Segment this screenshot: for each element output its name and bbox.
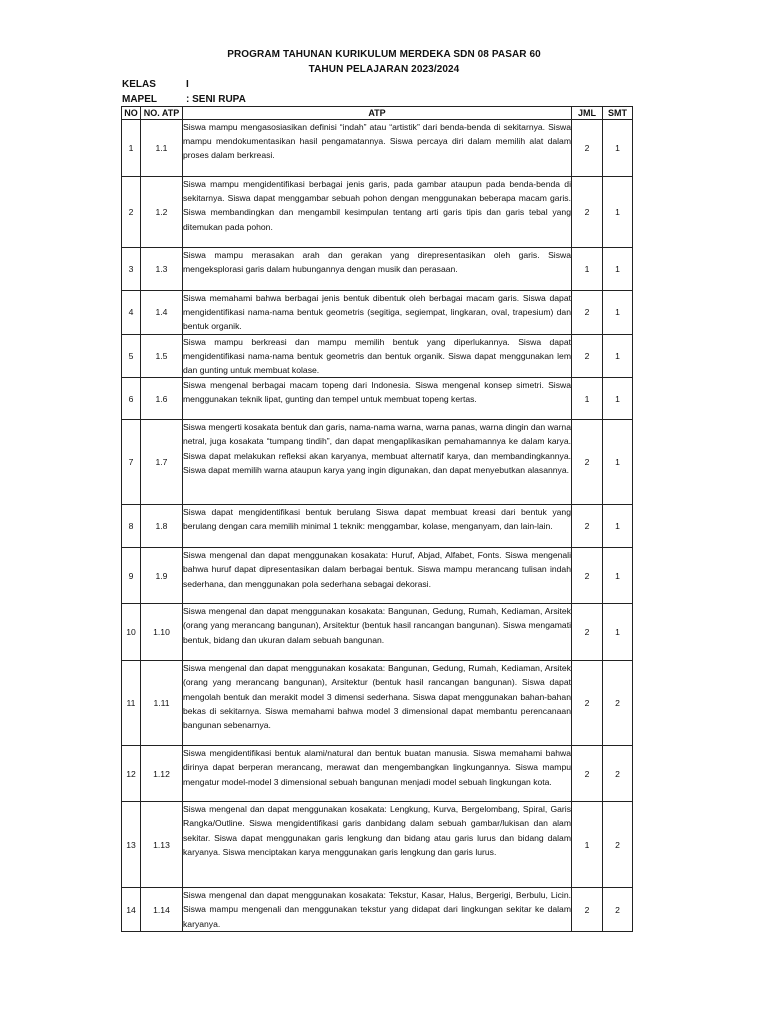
cell-smt: 2 bbox=[603, 802, 633, 888]
cell-jml: 2 bbox=[572, 291, 603, 335]
cell-atp-no: 1.4 bbox=[141, 291, 183, 335]
kelas-label: KELAS bbox=[122, 79, 156, 90]
table-row bbox=[122, 888, 633, 932]
cell-atp-description: Siswa mampu mengidentifikasi berbagai jenis garis, pada gambar ataupun pada benda-benda di sekitarnya. Siswa dapat menggambar sebuah pohon dengan menggunakan beberapa macam garis. Siswa membandingkan dan mengambil kesimpulan tentang arti garis tipis dan garis tebal yang ditemukan pada pohon. bbox=[183, 177, 572, 248]
cell-jml: 2 bbox=[572, 334, 603, 378]
cell-atp-no: 1.1 bbox=[141, 120, 183, 177]
cell-smt: 2 bbox=[603, 661, 633, 746]
cell-no: 2 bbox=[122, 177, 141, 248]
cell-smt: 1 bbox=[603, 378, 633, 420]
cell-no: 9 bbox=[122, 548, 141, 604]
cell-no: 1 bbox=[122, 120, 141, 177]
cell-atp-description: Siswa mengerti kosakata bentuk dan garis, nama-nama warna, warna panas, warna dingin dan warna netral, juga kosakata “tumpang tindih”, dan dapat mengaplikasikan pemahamannya ke dalam karya. Siswa dapat melakukan refleksi akan karyanya, membuat alternatif karya, dan membandingkannya. Siswa dapat memilih warna ataupun karya yang ingin digunakan, dan dapat menyebutkan alasannya. bbox=[183, 420, 572, 505]
cell-atp-no: 1.14 bbox=[141, 888, 183, 932]
column-header-atp-no: NO. ATP bbox=[141, 107, 183, 120]
cell-jml: 2 bbox=[572, 604, 603, 661]
atp-table bbox=[121, 106, 633, 932]
cell-atp-description: Siswa mampu berkreasi dan mampu memilih bentuk yang diperlukannya. Siswa dapat mengidentifikasi nama-nama bentuk geometris dan bentuk organik. Siswa dapat menggunakan lem dan gunting untuk membuat kolase. bbox=[183, 334, 572, 378]
table-row bbox=[122, 120, 633, 177]
cell-atp-description: Siswa mampu mengasosiasikan definisi “indah” atau “artistik” dari benda-benda di sekitarnya. Siswa mampu mendokumentasikan hasil pengamatannya. Siswa percaya diri dalam memilih alat dalam proses dalam berkreasi. bbox=[183, 120, 572, 177]
cell-no: 8 bbox=[122, 505, 141, 548]
table-header-row bbox=[122, 107, 633, 120]
table-row bbox=[122, 661, 633, 746]
document-title: PROGRAM TAHUNAN KURIKULUM MERDEKA SDN 08 PASAR 60 bbox=[227, 49, 541, 60]
cell-no: 13 bbox=[122, 802, 141, 888]
column-header-smt: SMT bbox=[603, 107, 633, 120]
table-row bbox=[122, 548, 633, 604]
cell-atp-description: Siswa mengenal berbagai macam topeng dari Indonesia. Siswa mengenal konsep simetri. Siswa menggunakan teknik lipat, gunting dan tempel untuk membuat topeng kertas. bbox=[183, 378, 572, 420]
cell-atp-description: Siswa mengenal dan dapat menggunakan kosakata: Bangunan, Gedung, Rumah, Kediaman, Arsitek (orang yang merancang bangunan), Arsitektur (bentuk hasil rancangan bangunan). Siswa mengamati bentuk, bidang dan ukuran dalam sebuah bangunan. bbox=[183, 604, 572, 661]
cell-no: 3 bbox=[122, 248, 141, 291]
cell-atp-no: 1.2 bbox=[141, 177, 183, 248]
mapel-label: MAPEL bbox=[122, 94, 157, 105]
column-header-atp: ATP bbox=[183, 107, 572, 120]
table-row bbox=[122, 378, 633, 420]
cell-smt: 1 bbox=[603, 291, 633, 335]
table-row bbox=[122, 420, 633, 505]
cell-no: 10 bbox=[122, 604, 141, 661]
cell-no: 5 bbox=[122, 334, 141, 378]
cell-smt: 1 bbox=[603, 248, 633, 291]
cell-atp-no: 1.7 bbox=[141, 420, 183, 505]
cell-smt: 2 bbox=[603, 888, 633, 932]
cell-atp-no: 1.13 bbox=[141, 802, 183, 888]
cell-atp-no: 1.10 bbox=[141, 604, 183, 661]
cell-atp-description: Siswa mengenal dan dapat menggunakan kosakata: Tekstur, Kasar, Halus, Bergerigi, Berbulu, Licin. Siswa mampu mengenali dan menggunakan tekstur yang didapat dari lingkungan sekitar ke dalam karyanya. bbox=[183, 888, 572, 932]
cell-atp-description: Siswa dapat mengidentifikasi bentuk berulang Siswa dapat membuat kreasi dari bentuk yang berulang dengan cara memilih minimal 1 teknik: menggambar, kolase, menganyam, dan lain-lain. bbox=[183, 505, 572, 548]
cell-no: 14 bbox=[122, 888, 141, 932]
cell-jml: 2 bbox=[572, 888, 603, 932]
table-row bbox=[122, 291, 633, 335]
kelas-value: I bbox=[186, 79, 189, 90]
cell-smt: 1 bbox=[603, 505, 633, 548]
mapel-row bbox=[122, 94, 246, 105]
table-row bbox=[122, 248, 633, 291]
cell-no: 7 bbox=[122, 420, 141, 505]
cell-jml: 2 bbox=[572, 120, 603, 177]
cell-smt: 1 bbox=[603, 120, 633, 177]
cell-smt: 1 bbox=[603, 334, 633, 378]
document-subtitle: TAHUN PELAJARAN 2023/2024 bbox=[308, 64, 460, 75]
cell-atp-description: Siswa memahami bahwa berbagai jenis bentuk dibentuk oleh berbagai macam garis. Siswa dapat mengidentifikasi nama-nama bentuk geometris (segitiga, segiempat, lingkaran, oval, trapesium) dan bentuk organik. bbox=[183, 291, 572, 335]
cell-smt: 1 bbox=[603, 420, 633, 505]
table-row bbox=[122, 177, 633, 248]
cell-no: 4 bbox=[122, 291, 141, 335]
cell-jml: 1 bbox=[572, 802, 603, 888]
cell-jml: 1 bbox=[572, 378, 603, 420]
cell-smt: 2 bbox=[603, 746, 633, 802]
table-row bbox=[122, 604, 633, 661]
cell-atp-description: Siswa mampu merasakan arah dan gerakan yang direpresentasikan oleh garis. Siswa mengeksplorasi garis dalam hubungannya dengan musik dan perasaan. bbox=[183, 248, 572, 291]
mapel-value: : SENI RUPA bbox=[186, 94, 246, 105]
cell-jml: 2 bbox=[572, 177, 603, 248]
table-row bbox=[122, 802, 633, 888]
cell-jml: 2 bbox=[572, 746, 603, 802]
cell-jml: 1 bbox=[572, 248, 603, 291]
cell-atp-description: Siswa mengenal dan dapat menggunakan kosakata: Huruf, Abjad, Alfabet, Fonts. Siswa mengenali bahwa huruf dapat dipresentasikan dalam berbagai bentuk. Siswa mampu merancang tulisan indah sederhana, dan menggunakan pola sederhana sebagai dekorasi. bbox=[183, 548, 572, 604]
table-row bbox=[122, 334, 633, 378]
cell-jml: 2 bbox=[572, 505, 603, 548]
cell-atp-no: 1.12 bbox=[141, 746, 183, 802]
kelas-row bbox=[122, 79, 189, 90]
cell-smt: 1 bbox=[603, 604, 633, 661]
cell-atp-description: Siswa mengenal dan dapat menggunakan kosakata: Bangunan, Gedung, Rumah, Kediaman, Arsitek (orang yang merancang bangunan), Arsitektur (bentuk hasil rancangan bangunan). Siswa dapat mengolah bentuk dan merakit model 3 dimensi sederhana. Siswa dapat menggunakan bahan-bahan bekas di sekitarnya. Siswa memahami bahwa model 3 dimensional dapat membantu perencanaan bangunan sebenarnya. bbox=[183, 661, 572, 746]
column-header-no: NO bbox=[122, 107, 141, 120]
cell-atp-description: Siswa mengidentifikasi bentuk alami/natural dan bentuk buatan manusia. Siswa memahami bahwa dirinya dapat berperan merancang, merawat dan mengembangkan lingkungannya. Siswa mampu mengatur model-model 3 dimensional sebuah bangunan menjadi model sebuah lingkungan kota. bbox=[183, 746, 572, 802]
cell-atp-no: 1.8 bbox=[141, 505, 183, 548]
cell-jml: 2 bbox=[572, 548, 603, 604]
cell-no: 11 bbox=[122, 661, 141, 746]
cell-atp-no: 1.9 bbox=[141, 548, 183, 604]
cell-atp-no: 1.5 bbox=[141, 334, 183, 378]
cell-smt: 1 bbox=[603, 548, 633, 604]
cell-atp-description: Siswa mengenal dan dapat menggunakan kosakata: Lengkung, Kurva, Bergelombang, Spiral, Garis Rangka/Outline. Siswa mengidentifikasi garis danbidang dalam sebuah gambar/lukisan dan alam sekitar. Siswa dapat menggunakan garis lengkung dan bidang atau garis lurus dan bidang dalam karyanya. Siswa menciptakan karya menggunakan garis lengkung dan garis lurus. bbox=[183, 802, 572, 888]
cell-jml: 2 bbox=[572, 661, 603, 746]
column-header-jml: JML bbox=[572, 107, 603, 120]
cell-no: 12 bbox=[122, 746, 141, 802]
cell-smt: 1 bbox=[603, 177, 633, 248]
cell-atp-no: 1.3 bbox=[141, 248, 183, 291]
cell-no: 6 bbox=[122, 378, 141, 420]
cell-atp-no: 1.11 bbox=[141, 661, 183, 746]
table-row bbox=[122, 505, 633, 548]
cell-atp-no: 1.6 bbox=[141, 378, 183, 420]
cell-jml: 2 bbox=[572, 420, 603, 505]
table-row bbox=[122, 746, 633, 802]
